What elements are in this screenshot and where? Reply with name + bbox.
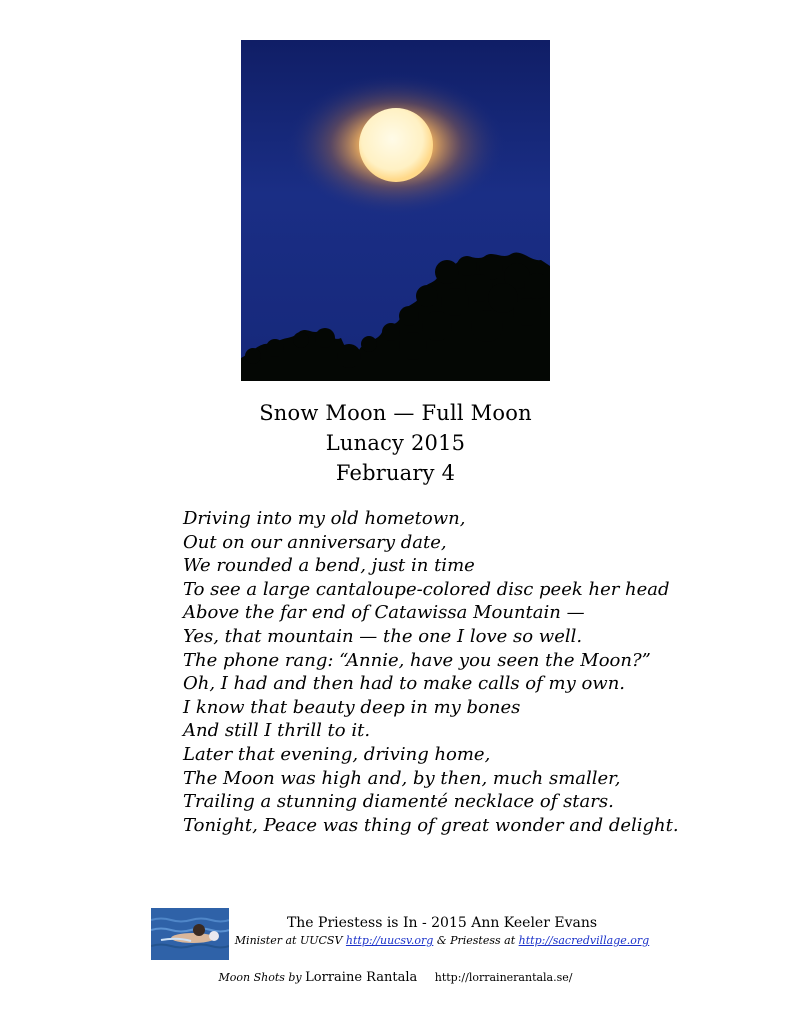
poem-line: And still I thrill to it. [183, 720, 371, 742]
poem-line: We rounded a bend, just in time [183, 555, 475, 577]
moon-photo [241, 40, 550, 381]
poem-line: To see a large cantaloupe-colored disc peek her head [183, 578, 670, 600]
tree-silhouettes [241, 252, 550, 381]
photographer-name: Lorraine Rantala [305, 970, 418, 985]
author-swimming-graphic [151, 908, 229, 960]
poem-line: Tonight, Peace was thing of great wonder and delight. [183, 814, 679, 836]
uucsv-link[interactable]: http://uucsv.org [345, 934, 434, 947]
footer-attribution [232, 913, 652, 949]
poem-title-block [0, 398, 791, 488]
moon-photo-graphic [241, 40, 550, 381]
photographer-url: http://lorrainerantala.se/ [434, 971, 573, 984]
poem-line: Driving into my old hometown, [183, 508, 466, 529]
priestess-label: & Priestess at [436, 934, 516, 947]
poem-line: Yes, that mountain — the one I love so well. [183, 625, 583, 647]
photo-credits [0, 970, 791, 986]
minister-label: Minister at UUCSV [234, 934, 343, 947]
poem-line: The phone rang: “Annie, have you seen the Moon?” [183, 649, 651, 671]
credit-label: Moon Shots by [218, 971, 302, 984]
poem-title: Snow Moon — Full Moon [259, 401, 532, 425]
footer-affiliations [232, 933, 652, 949]
poem-line: Trailing a stunning diamenté necklace of stars. [183, 791, 614, 813]
poem-line: Later that evening, driving home, [183, 743, 491, 765]
poem-body [183, 507, 783, 837]
poem-line: Above the far end of Catawissa Mountain — [183, 602, 585, 624]
poem-line: I know that beauty deep in my bones [183, 696, 521, 718]
moon [359, 108, 433, 182]
sacred-village-link[interactable]: http://sacredvillage.org [518, 934, 650, 947]
author-swimming-photo [151, 908, 229, 960]
poem-line: Oh, I had and then had to make calls of my own. [183, 673, 626, 695]
poem-date: February 4 [335, 461, 456, 485]
poem-line: Out on our anniversary date, [183, 531, 447, 553]
poem-line: The Moon was high and, by then, much smaller, [183, 767, 621, 789]
poem-subtitle: Lunacy 2015 [325, 431, 466, 455]
footer-heading: The Priestess is In - 2015 Ann Keeler Evans [286, 915, 598, 931]
